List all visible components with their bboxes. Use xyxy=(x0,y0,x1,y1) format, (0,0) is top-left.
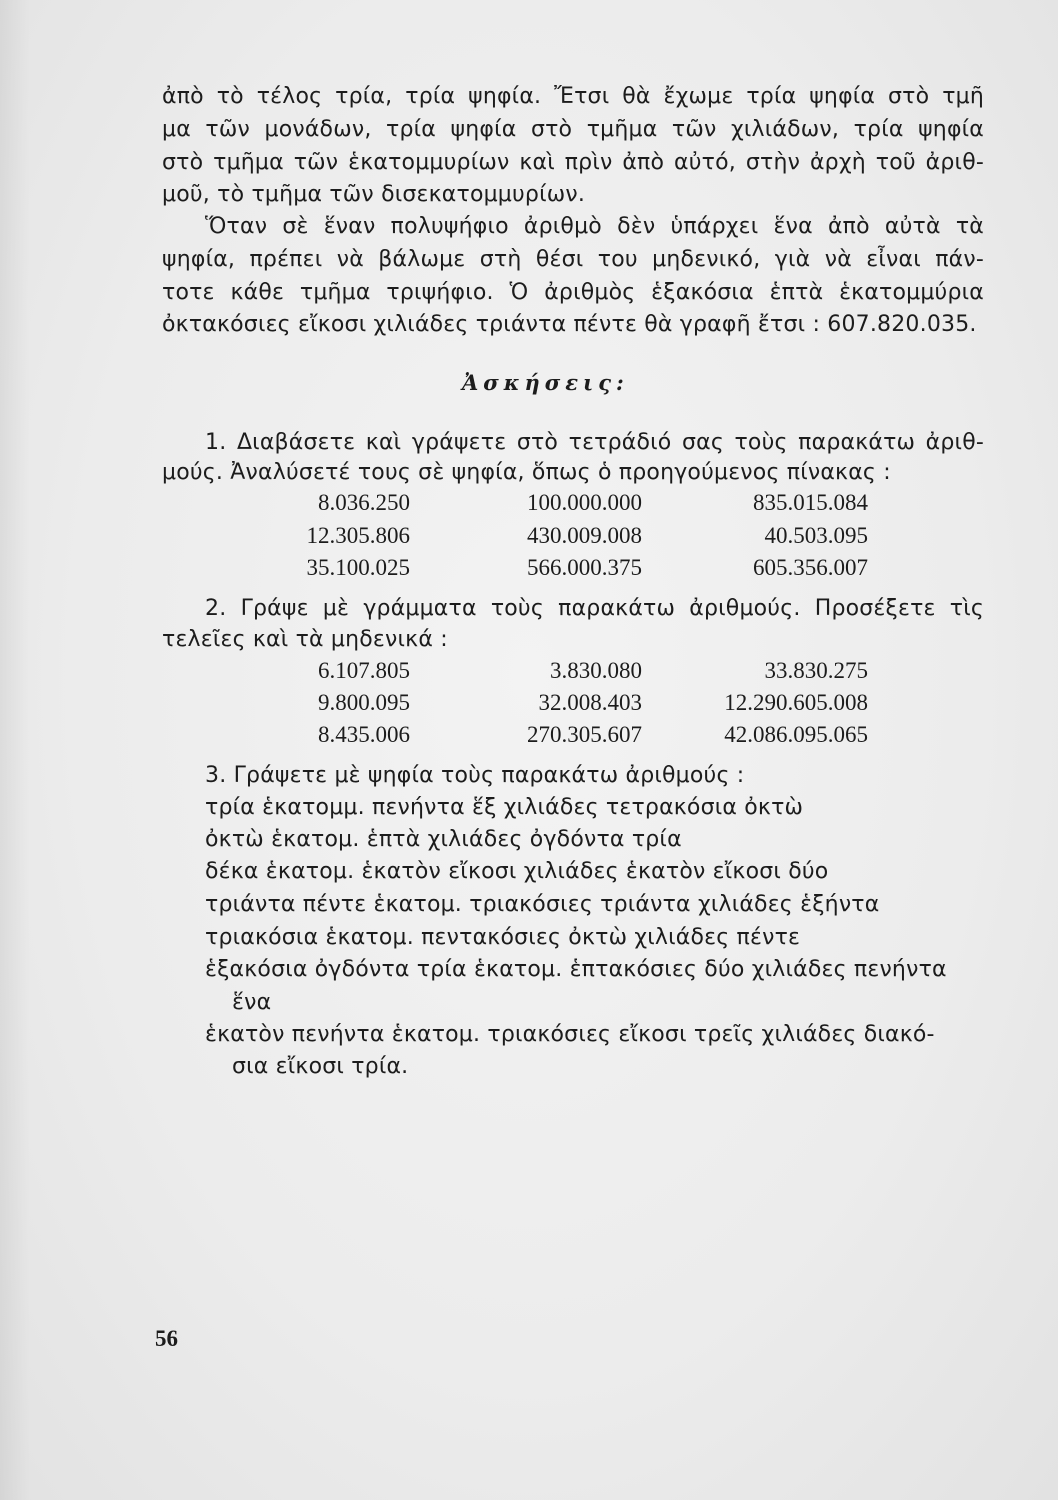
ex1-number: 12.305.806 xyxy=(306,523,410,548)
ex2-number: 8.435.006 xyxy=(318,722,410,747)
ex1-number: 8.036.250 xyxy=(318,490,410,515)
exercises-heading: Ἀσκήσεις: xyxy=(462,370,629,395)
ex3-line-9: ἑκατὸν πενήντα ἑκατομ. τριακόσιες εἴκοσι τρεῖς χιλιάδες διακό- xyxy=(205,1022,935,1047)
ex1-number: 40.503.095 xyxy=(764,523,868,548)
ex1-number: 605.356.007 xyxy=(753,555,868,580)
ex3-line-4: δέκα ἑκατομ. ἑκατὸν εἴκοσι χιλιάδες ἑκατὸν εἴκοσι δύο xyxy=(205,859,829,884)
ex2-line-1: 2. Γράψε μὲ γράμματα τοὺς παρακάτω ἀριθμούς. Προσέξετε τὶς xyxy=(205,596,984,621)
ex2-number: 270.305.607 xyxy=(527,722,642,747)
rule-line-4: ὀκτακόσιες εἴκοσι χιλιάδες τριάντα πέντε θὰ γραφῆ ἔτσι : 607.820.035. xyxy=(162,312,977,337)
rule-line-1: Ὅταν σὲ ἕναν πολυψήφιο ἀριθμὸ δὲν ὑπάρχει ἕνα ἀπὸ αὐτὰ τὰ xyxy=(205,214,984,239)
intro-line-4: μοῦ, τὸ τμῆμα τῶν δισεκατομμυρίων. xyxy=(162,182,586,207)
intro-line-3: στὸ τμῆμα τῶν ἑκατομμυρίων καὶ πρὶν ἀπὸ αὐτό, στὴν ἀρχὴ τοῦ ἀριθ- xyxy=(162,150,984,175)
ex1-line-1: 1. Διαβάσετε καὶ γράψετε στὸ τετράδιό σας τοὺς παρακάτω ἀριθ- xyxy=(205,430,984,455)
ex3-line-7: ἑξακόσια ὀγδόντα τρία ἑκατομ. ἑπτακόσιες δύο χιλιάδες πενήντα xyxy=(205,957,947,982)
ex2-number: 3.830.080 xyxy=(550,658,642,683)
ex3-line-10: σια εἴκοσι τρία. xyxy=(232,1054,409,1079)
ex1-number: 566.000.375 xyxy=(527,555,642,580)
ex2-number: 33.830.275 xyxy=(764,658,868,683)
page-number: 56 xyxy=(155,1326,178,1351)
ex3-line-3: ὀκτὼ ἑκατομ. ἑπτὰ χιλιάδες ὀγδόντα τρία xyxy=(205,827,682,852)
rule-line-3: τοτε κάθε τμῆμα τριψήφιο. Ὁ ἀριθμὸς ἑξακόσια ἑπτὰ ἑκατομμύρια xyxy=(162,280,984,305)
ex2-number: 6.107.805 xyxy=(318,658,410,683)
ex3-line-5: τριάντα πέντε ἑκατομ. τριακόσιες τριάντα χιλιάδες ἑξήντα xyxy=(205,892,880,917)
intro-line-1: ἀπὸ τὸ τέλος τρία, τρία ψηφία. Ἔτσι θὰ ἔχωμε τρία ψηφία στὸ τμῆ xyxy=(162,84,984,109)
ex2-number: 9.800.095 xyxy=(318,690,410,715)
ex1-number: 35.100.025 xyxy=(306,555,410,580)
ex1-number: 430.009.008 xyxy=(527,523,642,548)
ex3-line-8: ἕνα xyxy=(232,990,272,1015)
intro-line-2: μα τῶν μονάδων, τρία ψηφία στὸ τμῆμα τῶν χιλιάδων, τρία ψηφία xyxy=(162,117,984,142)
ex3-line-6: τριακόσια ἑκατομ. πεντακόσιες ὀκτὼ χιλιάδες πέντε xyxy=(205,925,801,950)
ex1-number: 100.000.000 xyxy=(527,490,642,515)
ex2-number: 42.086.095.065 xyxy=(724,722,868,747)
page-edge-shadow xyxy=(0,0,30,1500)
ex2-line-2: τελεῖες καὶ τὰ μηδενικά : xyxy=(162,627,448,652)
ex3-line-1: 3. Γράψετε μὲ ψηφία τοὺς παρακάτω ἀριθμούς : xyxy=(205,763,745,788)
rule-line-2: ψηφία, πρέπει νὰ βάλωμε στὴ θέσι του μηδενικό, γιὰ νὰ εἶναι πάν- xyxy=(162,247,984,272)
ex1-number: 835.015.084 xyxy=(753,490,868,515)
ex1-line-2: μούς. Ἀναλύσετέ τους σὲ ψηφία, ὅπως ὁ προηγούμενος πίνακας : xyxy=(162,460,891,485)
ex3-line-2: τρία ἑκατομμ. πενήντα ἕξ χιλιάδες τετρακόσια ὀκτὼ xyxy=(205,795,804,820)
ex2-number: 32.008.403 xyxy=(538,690,642,715)
ex2-number: 12.290.605.008 xyxy=(724,690,868,715)
